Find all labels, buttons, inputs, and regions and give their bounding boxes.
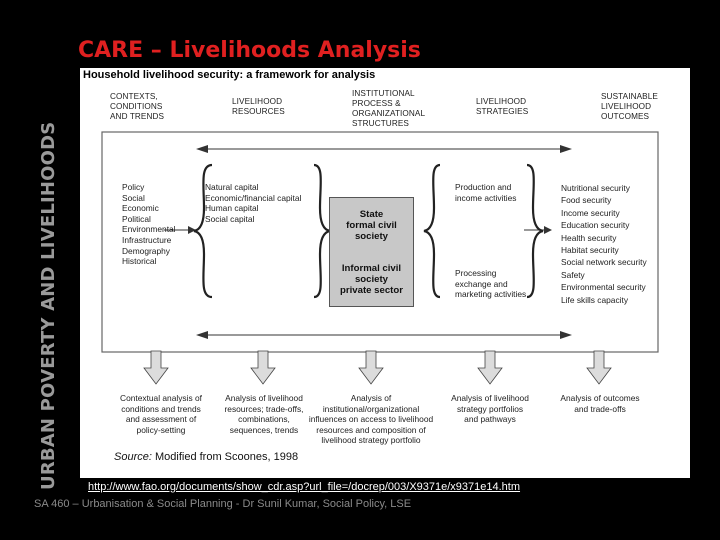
list-item: Health security <box>561 232 617 243</box>
list-item: Social capital <box>205 213 255 224</box>
contexts-list <box>122 182 176 267</box>
down-arrow-2 <box>251 351 275 384</box>
strategies-production: Production and income activities <box>455 182 517 203</box>
outcomes-list <box>561 182 647 306</box>
list-item: Nutritional security <box>561 183 630 193</box>
header-outcomes: SUSTAINABLE LIVELIHOOD OUTCOMES <box>601 92 658 121</box>
down-arrow-4 <box>478 351 502 384</box>
slide-footer: SA 460 – Urbanisation & Social Planning - Dr Sunil Kumar, Social Policy, LSE <box>34 498 412 510</box>
list-item: Safety <box>561 269 585 280</box>
center-top-text: State formal civil society <box>346 208 397 242</box>
header-institutional: INSTITUTIONAL PROCESS & ORGANIZATIONAL STRUCTURES <box>352 89 426 128</box>
list-item: Social network security <box>561 257 647 268</box>
list-item: Income security <box>561 207 620 218</box>
brace-strategies-left <box>424 165 440 297</box>
down-arrow-5 <box>587 351 611 384</box>
vertical-section-title: URBAN POVERTY AND LIVELIHOODS <box>38 121 59 490</box>
list-item: Human capital <box>205 203 259 214</box>
list-item: Natural capital <box>205 182 259 192</box>
list-item: Demography <box>122 245 170 256</box>
list-item: Habitat security <box>561 245 619 256</box>
framework-title: Household livelihood security: a framework for analysis <box>83 69 376 81</box>
down-arrow-1 <box>144 351 168 384</box>
analysis-strategies: Analysis of livelihood strategy portfolios and pathways <box>451 393 529 425</box>
list-item: Economic/financial capital <box>205 192 302 203</box>
source-citation <box>114 451 298 463</box>
list-item: Environmental <box>122 224 176 235</box>
top-double-arrow <box>196 145 572 153</box>
header-strategies: LIVELIHOOD STRATEGIES <box>476 97 529 116</box>
list-item: Historical <box>122 256 157 267</box>
list-item: Infrastructure <box>122 234 172 245</box>
list-item: Economic <box>122 203 159 214</box>
analysis-resources: Analysis of livelihood resources; trade-offs, combinations, sequences, trends <box>224 393 304 435</box>
brace-resources-right <box>314 165 330 297</box>
strategies-processing: Processing exchange and marketing activities <box>455 268 527 300</box>
analysis-outcomes: Analysis of outcomes and trade-offs <box>560 393 640 414</box>
list-item: Food security <box>561 195 612 206</box>
list-item: Life skills capacity <box>561 294 629 305</box>
institutions-box <box>329 197 414 307</box>
list-item: Political <box>122 213 151 224</box>
list-item: Social <box>122 192 145 203</box>
down-arrow-3 <box>359 351 383 384</box>
list-item: Environmental security <box>561 282 646 293</box>
slide-title: CARE – Livelihoods Analysis <box>78 38 421 63</box>
brace-strategies-right <box>527 165 543 297</box>
framework-diagram <box>80 68 690 478</box>
center-bottom-text: Informal civil society private sector <box>340 262 403 296</box>
source-url-link[interactable]: http://www.fao.org/documents/show_cdr.asp?url_file=/docrep/003/X9371e/x9371e14.htm <box>88 481 521 493</box>
source-text: Modified from Scoones, 1998 <box>151 451 299 463</box>
list-item: Education security <box>561 220 630 231</box>
bottom-double-arrow <box>196 331 572 339</box>
header-resources: LIVELIHOOD RESOURCES <box>232 97 285 116</box>
header-contexts: CONTEXTS, CONDITIONS AND TRENDS <box>110 92 165 121</box>
source-label: Source: <box>114 451 152 463</box>
analysis-contexts: Contextual analysis of conditions and trends and assessment of policy-setting <box>120 393 202 435</box>
list-item: Policy <box>122 182 145 192</box>
analysis-institutional: Analysis of institutional/organizational influences on access to livelihood resources and composition of livelihood strategy portfolio <box>308 393 434 446</box>
resources-list <box>205 182 301 224</box>
